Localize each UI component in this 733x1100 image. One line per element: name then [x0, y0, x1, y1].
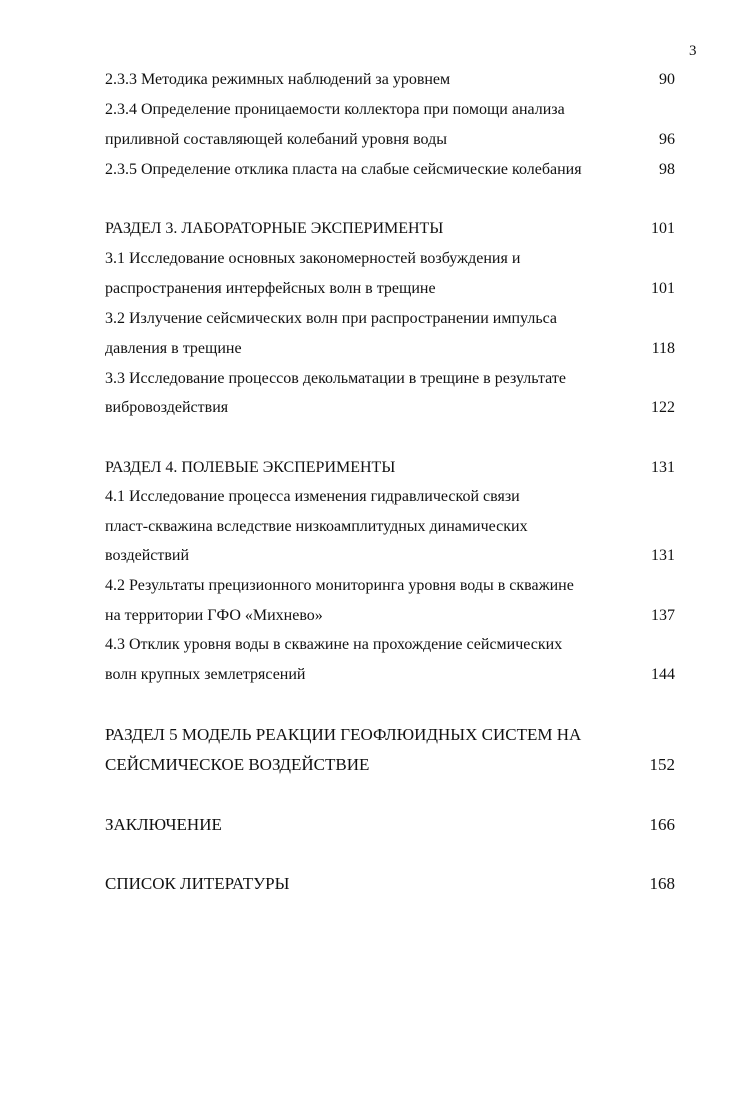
toc-entry-page: 131	[651, 547, 675, 564]
toc-entry-text: распространения интерфейсных волн в трещине	[105, 280, 436, 297]
toc-entry-page: 101	[651, 220, 675, 237]
toc-entry-text: 3.2 Излучение сейсмических волн при распространении импульса	[105, 310, 558, 327]
toc-entry-text: РАЗДЕЛ 3. ЛАБОРАТОРНЫЕ ЭКСПЕРИМЕНТЫ	[105, 220, 444, 237]
page-number: 3	[689, 43, 697, 59]
toc-entry-page: 166	[649, 815, 675, 834]
toc-entry-text: пласт-скважина вследствие низкоамплитудных динамических	[105, 518, 528, 535]
toc-entry-page: 96	[659, 131, 675, 148]
toc-entry-text: СЕЙСМИЧЕСКОЕ ВОЗДЕЙСТВИЕ	[105, 755, 370, 774]
toc-entry-text: волн крупных землетрясений	[105, 666, 306, 683]
toc-entry-page: 101	[651, 280, 675, 297]
toc-entry-page: 122	[651, 399, 675, 416]
toc-entry-text: 3.1 Исследование основных закономерностей возбуждения и	[105, 250, 521, 267]
toc-entry-text: 4.3 Отклик уровня воды в скважине на прохождение сейсмических	[105, 636, 563, 653]
toc-entry-text: на территории ГФО «Михнево»	[105, 607, 323, 624]
toc-entry-page: 137	[651, 607, 675, 624]
toc-entry-text: 2.3.4 Определение проницаемости коллектора при помощи анализа	[105, 101, 565, 118]
toc-entry-page: 98	[659, 161, 675, 178]
toc-entry-text: РАЗДЕЛ 5 МОДЕЛЬ РЕАКЦИИ ГЕОФЛЮИДНЫХ СИСТЕМ НА	[105, 725, 582, 744]
toc-entry-text: 4.2 Результаты прецизионного мониторинга уровня воды в скважине	[105, 577, 574, 594]
toc-entry-page: 131	[651, 459, 675, 476]
toc-entry-text: 2.3.5 Определение отклика пласта на слабые сейсмические колебания	[105, 161, 582, 178]
toc-entry-text: СПИСОК ЛИТЕРАТУРЫ	[105, 874, 290, 893]
toc-entry-text: давления в трещине	[105, 340, 242, 357]
toc-entry-page: 152	[649, 755, 675, 774]
toc-entry-text: воздействий	[105, 547, 190, 564]
toc-entry-text: вибровоздействия	[105, 399, 229, 416]
toc-entry-page: 90	[659, 71, 675, 88]
toc-entry-text: 4.1 Исследование процесса изменения гидравлической связи	[105, 488, 520, 505]
toc-entry-page: 118	[651, 340, 675, 357]
toc-entry-text: ЗАКЛЮЧЕНИЕ	[105, 815, 222, 834]
toc-entry-text: 3.3 Исследование процессов декольматации в трещине в результате	[105, 370, 566, 387]
toc-entry-text: приливной составляющей колебаний уровня воды	[105, 131, 447, 148]
toc-entry-page: 144	[651, 666, 675, 683]
toc-entry-text: РАЗДЕЛ 4. ПОЛЕВЫЕ ЭКСПЕРИМЕНТЫ	[105, 459, 396, 476]
toc-entry-text: 2.3.3 Методика режимных наблюдений за уровнем	[105, 71, 451, 88]
toc-entry-page: 168	[649, 874, 675, 893]
